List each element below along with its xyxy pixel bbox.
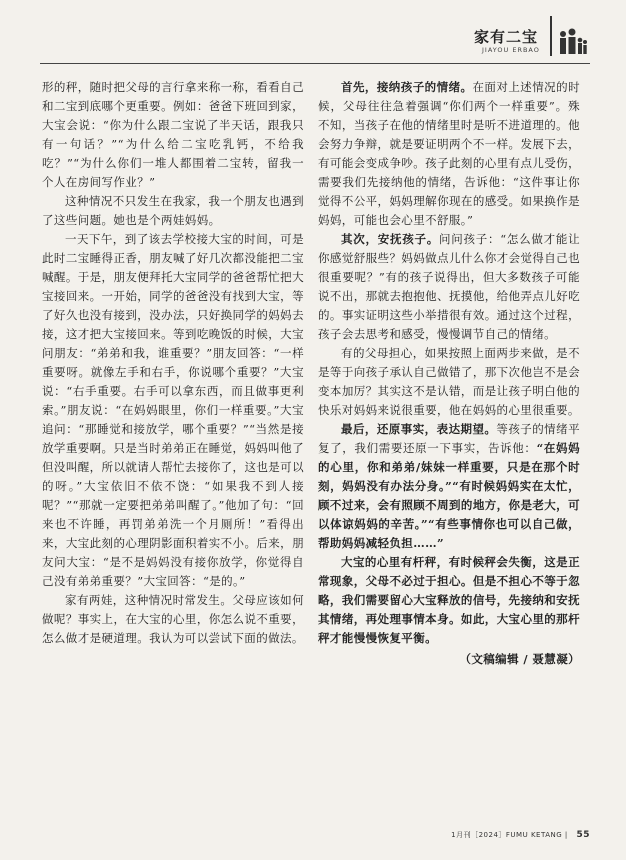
section-lead: 其次，安抚孩子。 [341, 232, 439, 246]
column-subtitle: JIAYOU ERBAO [482, 46, 540, 54]
paragraph-text: 在面对上述情况的时候，父母往往急着强调“你们两个一样重要”。殊不知，当孩子在他的情绪里时是听不进道理的。他会努力争辩，就是要证明两个不一样。发展下去，有可能会变成争吵。孩子此刻的心里有点儿受伤，需要我们先接纳他的情绪，告诉他：“这件事让你觉得不公平，妈妈理解你现在的感受。如果换作是妈妈，可能也会心里不舒服。” [318, 80, 580, 227]
paragraph [318, 230, 580, 344]
paragraph [318, 78, 580, 230]
paragraph: 有的父母担心，如果按照上面两步来做，是不是等于向孩子承认自己做错了，那下次他岂不是会变本加厉？其实这不是认错，而是让孩子明白他的快乐对妈妈来说很重要，他在妈妈的心里很重要。 [318, 346, 580, 417]
family-figures-icon [558, 28, 588, 56]
page-number: 55 [576, 830, 590, 840]
issue-label: 1月刊［2024］FUMU KETANG [451, 831, 563, 839]
paragraph-text: 等孩子的情绪平复了，我们需要还原一下事实，告诉他： [318, 422, 580, 455]
paragraph-quote: “在妈妈的心里，你和弟弟/妹妹一样重要，只是在那个时刻，妈妈没有办法分身。”“有时候妈妈实在太忙，顾不过来，会有照顾不周到的地方，你是老大，可以体谅妈妈的辛苦。”“有些事情你也可以自己做，帮助妈妈减轻负担……” [318, 441, 581, 550]
editor-credit: （文稿编辑 / 聂慧凝） [459, 652, 580, 666]
section-lead: 最后，还原事实，表达期望。 [341, 422, 497, 436]
section-lead: 首先，接纳孩子的情绪。 [341, 80, 473, 94]
paragraph-text: 问问孩子：“怎么做才能让你感觉舒服些？妈妈做点儿什么你才会觉得自己也很重要呢？”有的孩子说得出，但大多数孩子可能说不出，那就去抱抱他、抚摸他，给他弄点儿好吃的。事实证明这些小举措很有效。通过这个过程，孩子会去思考和感受，慢慢调节自己的情绪。 [318, 232, 580, 341]
masthead-bar [550, 16, 552, 56]
column-title: 家有二宝 [474, 28, 539, 46]
right-column [318, 78, 580, 669]
paragraph: 大宝的心里有杆秤，有时候秤会失衡，这是正常现象，父母不必过于担心。但是不担心不等于忽略，我们需要留心大宝释放的信号，先接纳和安抚其情绪，再处理事情本身。如此，大宝心里的那杆秤才能慢慢恢复平衡。 [318, 555, 580, 645]
page-footer [451, 830, 590, 840]
paragraph [318, 420, 580, 553]
paragraph: 家有两娃，这种情况时常发生。父母应该如何做呢？事实上，在大宝的心里，你怎么说不重要，怎么做才是硬道理。我认为可以尝试下面的做法。 [42, 593, 304, 645]
left-column [42, 78, 304, 648]
page-separator: | [562, 831, 571, 839]
paragraph: 这种情况不只发生在我家，我一个朋友也遇到了这些问题。她也是个两娃妈妈。 [42, 194, 304, 227]
paragraph: 形的秤，随时把父母的言行拿来称一称，看看自己和二宝到底哪个更重要。例如：爸爸下班回到家，大宝会说：“你为什么跟二宝说了半天话，跟我只有一句话？”“为什么给二宝吃乳钙，不给我吃？”“为什么你们一堆人都围着二宝转，留我一个人在房间写作业？” [42, 80, 304, 189]
paragraph: 一天下午，到了该去学校接大宝的时间，可是此时二宝睡得正香，朋友喊了好几次都没能把二宝喊醒。于是，朋友便拜托大宝同学的爸爸帮忙把大宝接回来。一开始，同学的爸爸没有找到大宝，等了好久也没有接到，没办法，只好换同学的妈妈去接，这才把大宝接回来。等到吃晚饭的时候，大宝问朋友：“弟弟和我，谁重要？”朋友回答：“一样重要呀。就像左手和右手，你说哪个重要？”大宝说：“右手重要。右手可以拿东西，而且做事更利索。”朋友说：“在妈妈眼里，你们一样重要。”大宝追问：“那睡觉和接放学，哪个重要？”“当然是接放学重要啊。只是当时弟弟正在睡觉，妈妈叫他了但没叫醒，所以就请人帮忙去接你了，这也是可以的呀。”大宝依旧不依不饶：“如果我不到人接呢？”“那就一定要把弟弟叫醒了。”他加了句：“回来也不许睡，再罚弟弟洗一个月厕所！”看得出来，大宝此刻的心理阴影面积着实不小。后来，朋友问大宝：“是不是妈妈没有接你放学，你觉得自己没有弟弟重要？”大宝回答：“是的。” [42, 232, 304, 588]
masthead [470, 12, 590, 64]
